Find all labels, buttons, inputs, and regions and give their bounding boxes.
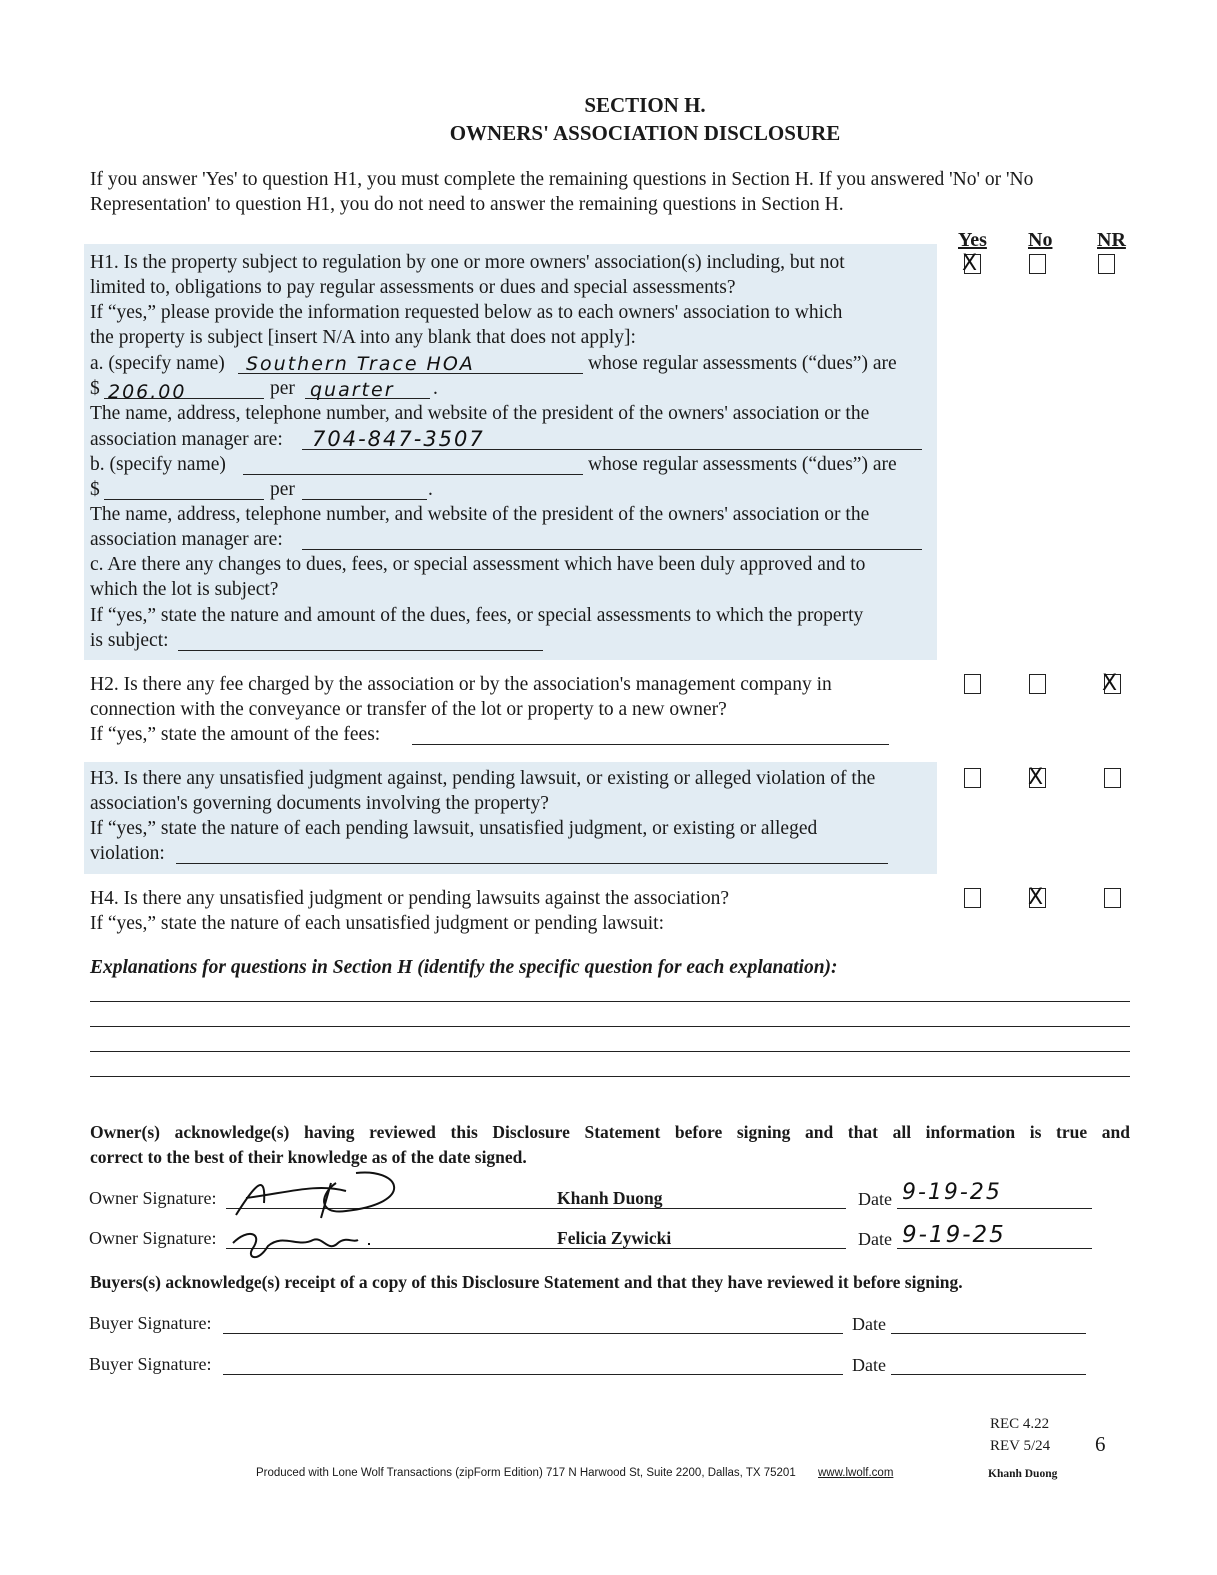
h1a-period-value: quarter: [310, 379, 395, 401]
owner1-signature-label: Owner Signature:: [89, 1188, 217, 1208]
h3-nr-checkbox[interactable]: [1104, 768, 1121, 788]
h2-yes-checkbox[interactable]: [964, 674, 981, 694]
h1-question-line-1: H1. Is the property subject to regulation by one or more owners' association(s) including, but not: [90, 252, 845, 273]
explanation-line-3[interactable]: [90, 1051, 1130, 1052]
h3-question-line-1: H3. Is there any unsatisfied judgment against, pending lawsuit, or existing or alleged violation of the: [90, 768, 876, 789]
buyer2-signature-label: Buyer Signature:: [89, 1354, 212, 1374]
footer-url[interactable]: www.lwolf.com: [818, 1467, 894, 1479]
h2-no-checkbox[interactable]: [1029, 674, 1046, 694]
h2-question-line-2: connection with the conveyance or transfer of the lot or property to a new owner?: [90, 699, 727, 720]
owner2-date-field[interactable]: [897, 1248, 1092, 1249]
h1-question-line-4: the property is subject [insert N/A into any blank that does not apply]:: [90, 327, 636, 348]
h2-fee-label: If “yes,” state the amount of the fees:: [90, 724, 381, 745]
h3-question-line-3: If “yes,” state the nature of each pending lawsuit, unsatisfied judgment, or existing or alleged: [90, 818, 818, 839]
owner2-signature-label: Owner Signature:: [89, 1228, 217, 1248]
h3-question-line-2: association's governing documents involving the property?: [90, 793, 549, 814]
h3-violation-field[interactable]: [176, 863, 888, 864]
h1a-label: a. (specify name): [90, 353, 225, 374]
h1b-amount-field[interactable]: [104, 499, 264, 500]
h1c-subject-label: is subject:: [90, 630, 169, 651]
h1b-dollar: $: [90, 479, 100, 500]
h3-yes-checkbox[interactable]: [964, 768, 981, 788]
h1b-per: per: [270, 479, 295, 500]
h1-nr-checkbox[interactable]: [1098, 254, 1115, 274]
h1b-period-field[interactable]: [302, 499, 427, 500]
h1a-amount-value: 206.00: [108, 381, 187, 403]
h1-question-line-2: limited to, obligations to pay regular assessments or dues and special assessments?: [90, 277, 736, 298]
owner1-date-label: Date: [858, 1189, 892, 1209]
owner2-date-label: Date: [858, 1229, 892, 1249]
h1a-manager-value: 704-847-3507: [312, 427, 485, 451]
footer-page-number: 6: [1095, 1432, 1106, 1456]
buyer1-signature-field[interactable]: [223, 1333, 843, 1334]
h1a-dollar: $: [90, 378, 100, 399]
h2-fee-field[interactable]: [412, 744, 889, 745]
h1c-line-2: which the lot is subject?: [90, 579, 279, 600]
owner-ack-line-2: correct to the best of their knowledge as of the date signed.: [90, 1147, 527, 1167]
h1-no-checkbox[interactable]: [1029, 254, 1046, 274]
buyer1-date-field[interactable]: [891, 1333, 1086, 1334]
footer-rev: REV 5/24: [990, 1438, 1051, 1454]
h4-question-line-1: H4. Is there any unsatisfied judgment or pending lawsuits against the association?: [90, 888, 730, 909]
h1b-dues-label: whose regular assessments (“dues”) are: [588, 454, 897, 475]
owner1-date-value: 9-19-25: [902, 1180, 1002, 1205]
buyer2-signature-field[interactable]: [223, 1374, 843, 1375]
explanation-line-1[interactable]: [90, 1001, 1130, 1002]
owner1-name: Khanh Duong: [557, 1188, 663, 1208]
owner1-date-field[interactable]: [897, 1208, 1092, 1209]
h4-yes-checkbox[interactable]: [964, 888, 981, 908]
h1a-manager-label: association manager are:: [90, 429, 283, 450]
owner1-signature: [226, 1163, 416, 1223]
buyer1-date-label: Date: [852, 1314, 886, 1334]
column-no: No: [1028, 229, 1053, 251]
h2-nr-mark: X: [1102, 671, 1118, 696]
page-title: OWNERS' ASSOCIATION DISCLOSURE: [449, 121, 841, 145]
h1b-label: b. (specify name): [90, 454, 226, 475]
owner-ack-line-1: Owner(s) acknowledge(s) having reviewed this Disclosure Statement before signing and that all information is true and: [90, 1122, 1130, 1142]
column-nr: NR: [1097, 229, 1126, 251]
h1b-name-field[interactable]: [243, 474, 583, 475]
section-label: SECTION H.: [584, 93, 706, 117]
footer-name: Khanh Duong: [988, 1468, 1058, 1480]
h1-question-line-3: If “yes,” please provide the information requested below as to each owners' association to which: [90, 302, 843, 323]
h1c-line-1: c. Are there any changes to dues, fees, or special assessment which have been duly approved and to: [90, 554, 866, 575]
buyer2-date-field[interactable]: [891, 1374, 1086, 1375]
h1a-president-line: The name, address, telephone number, and website of the president of the owners' association or the: [90, 403, 870, 424]
h2-question-line-1: H2. Is there any fee charged by the association or by the association's management company in: [90, 674, 832, 695]
footer-produced: Produced with Lone Wolf Transactions (zipForm Edition) 717 N Harwood St, Suite 2200, Dallas, TX 75201: [256, 1467, 796, 1479]
h1b-manager-label: association manager are:: [90, 529, 283, 550]
intro-line-2: Representation' to question H1, you do not need to answer the remaining questions in Section H.: [90, 194, 844, 215]
h4-nr-checkbox[interactable]: [1104, 888, 1121, 908]
h1-yes-mark: X: [962, 251, 978, 276]
buyer2-date-label: Date: [852, 1355, 886, 1375]
owner2-signature: [228, 1218, 388, 1268]
explanations-label: Explanations for questions in Section H (identify the specific question for each explanation):: [90, 957, 838, 978]
h1a-dues-label: whose regular assessments (“dues”) are: [588, 353, 897, 374]
h4-no-mark: X: [1028, 885, 1044, 910]
h3-no-mark: X: [1028, 765, 1044, 790]
owner2-name: Felicia Zywicki: [557, 1228, 672, 1248]
h1a-name-value: Southern Trace HOA: [246, 353, 475, 375]
buyer-ack: Buyers(s) acknowledge(s) receipt of a copy of this Disclosure Statement and that they have reviewed it before signing.: [90, 1272, 963, 1292]
owner2-date-value: 9-19-25: [902, 1222, 1006, 1248]
explanation-line-2[interactable]: [90, 1026, 1130, 1027]
buyer1-signature-label: Buyer Signature:: [89, 1313, 212, 1333]
column-yes: Yes: [958, 229, 987, 251]
h4-question-line-2: If “yes,” state the nature of each unsatisfied judgment or pending lawsuit:: [90, 913, 664, 934]
intro-line-1: If you answer 'Yes' to question H1, you must complete the remaining questions in Section H. If you answered 'No' or 'No: [90, 169, 1034, 190]
h1a-per: per: [270, 378, 295, 399]
h1b-period-end: .: [428, 479, 433, 500]
h1c-subject-field[interactable]: [178, 650, 543, 651]
h1c-line-3: If “yes,” state the nature and amount of the dues, fees, or special assessments to which the property: [90, 605, 864, 626]
h3-violation-label: violation:: [90, 843, 165, 864]
h1b-manager-field[interactable]: [302, 549, 922, 550]
h1a-period-end: .: [433, 378, 438, 399]
h1b-president-line: The name, address, telephone number, and website of the president of the owners' association or the: [90, 504, 870, 525]
explanation-line-4[interactable]: [90, 1076, 1130, 1077]
footer-rec: REC 4.22: [990, 1416, 1050, 1432]
